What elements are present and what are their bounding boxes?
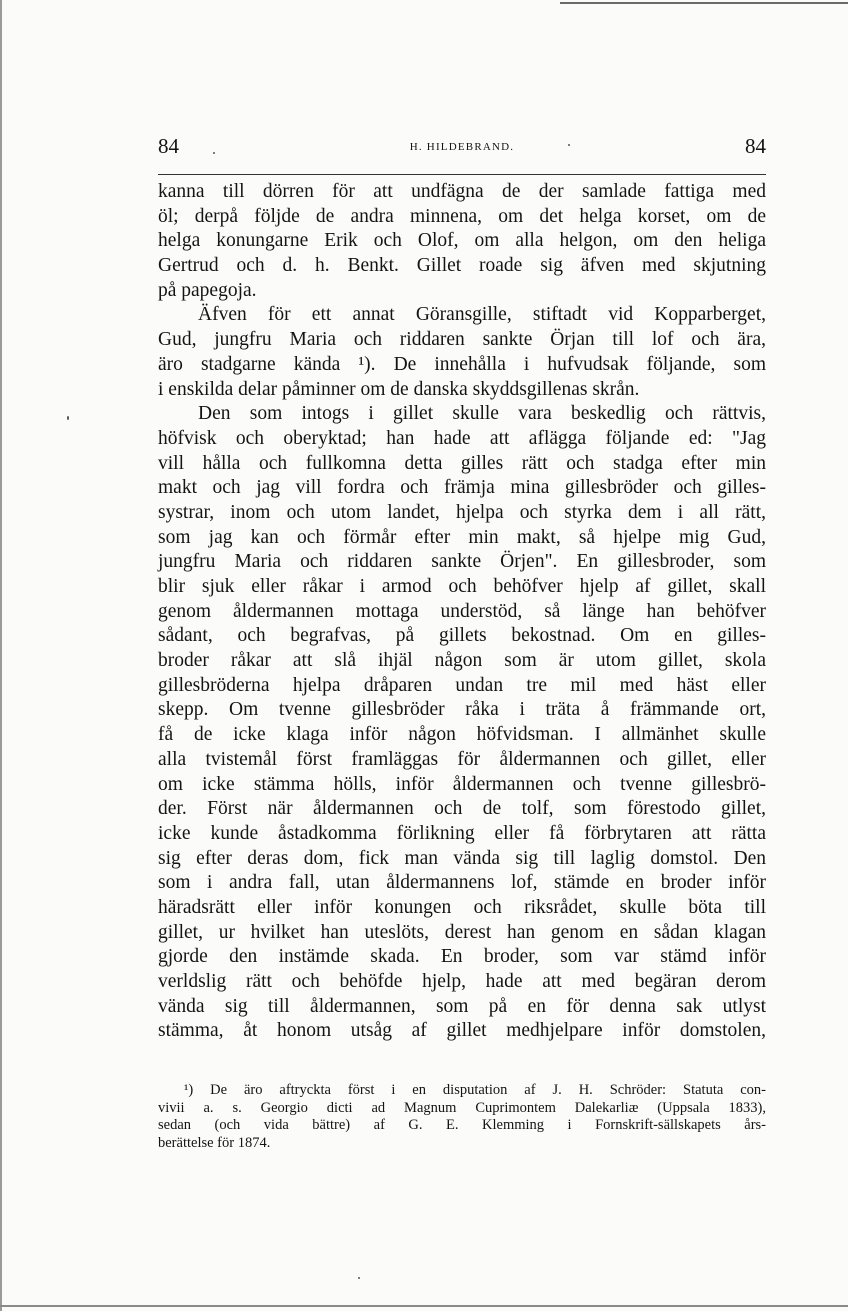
text-line: som i andra fall, utan åldermannens lof, stämde en broder inför: [158, 872, 766, 894]
text-line: vill hålla och fullkomna detta gilles rätt och stadga efter min: [158, 452, 766, 474]
text-line: på papegoja.: [158, 279, 257, 301]
text-line: der. Först när åldermannen och de tolf, som förestodo gillet,: [158, 798, 766, 820]
text-line: genom åldermannen mottaga understöd, så länge han behöfver: [158, 600, 766, 622]
page-edge-left: [0, 0, 2, 1311]
text-line: makt och jag vill fordra och främja mina gillesbröder och gilles-: [158, 477, 766, 499]
footnote-line: ¹) De äro aftryckta först i en disputation af J. H. Schröder: Statuta con-: [184, 1082, 766, 1098]
body-text: [158, 180, 766, 1044]
text-line: om icke stämma hölls, inför åldermannen och tvenne gillesbrö-: [158, 773, 766, 795]
page-edge-bottom: [0, 1305, 848, 1307]
text-line: gillesbröderna hjelpa dråparen undan tre mil med häst eller: [158, 674, 766, 696]
text-line: Gud, jungfru Maria och riddaren sankte Örjan till lof och ära,: [158, 329, 766, 351]
footnote-line: sedan (och vida bättre) af G. E. Klemming i Fornskrift-sällskapets års-: [158, 1117, 766, 1133]
text-line: som jag kan och förmår efter min makt, så hjelpe mig Gud,: [158, 526, 766, 548]
text-line: icke kunde åstadkomma förlikning eller få förbrytaren att rätta: [158, 822, 766, 844]
text-line: Gertrud och d. h. Benkt. Gillet roade sig äfven med skjutning: [158, 255, 766, 277]
text-line: få de icke klaga inför någon höfvidsman. I allmänhet skulle: [158, 724, 766, 746]
text-line: verldslig rätt och behöfde hjelp, hade att med begäran derom: [158, 971, 766, 992]
running-title: H. HILDEBRAND.: [409, 141, 515, 153]
text-line: jungfru Maria och riddaren sankte Örjen". En gillesbroder, som: [158, 551, 766, 573]
text-line: helga konungarne Erik och Olof, om alla helgon, om den heliga: [158, 230, 766, 252]
text-line: sig efter deras dom, fick man vända sig till laglig domstol. Den: [158, 847, 766, 869]
text-line: gillet, ur hvilket han uteslöts, derest han genom en sådan klagan: [158, 921, 766, 943]
footnote-line: berättelse för 1874.: [158, 1134, 271, 1151]
speck-mark: [358, 1277, 360, 1279]
page-number-left: 84: [158, 134, 179, 158]
text-line: stämma, åt honom utsåg af gillet medhjelpare inför domstolen,: [158, 1020, 766, 1042]
footnote-line: vivii a. s. Georgio dicti ad Magnum Cuprimontem Dalekarliæ (Uppsala 1833),: [158, 1099, 766, 1116]
text-line: blir sjuk eller råkar i armod och behöfver hjelp af gillet, skall: [158, 576, 766, 597]
speck-mark: [568, 144, 570, 146]
text-line: alla tvistemål först framläggas för åldermannen och gillet, eller: [158, 748, 766, 770]
text-line: gjorde den instämde skada. En broder, som var stämd inför: [158, 946, 766, 968]
header-rule: [158, 174, 766, 175]
text-line: äro stadgarne kända ¹). De innehålla i hufvudsak följande, som: [158, 353, 766, 375]
page-number-right: 84: [745, 134, 766, 158]
speck-mark: [67, 416, 69, 420]
text-line: Äfven för ett annat Göransgille, stiftadt vid Kopparberget,: [198, 304, 766, 326]
text-line: vända sig till åldermannen, som på en för denna sak utlyst: [158, 995, 766, 1017]
footnote: [158, 1082, 766, 1152]
scan-edge-top: [560, 2, 848, 4]
text-line: Den som intogs i gillet skulle vara beskedlig och rättvis,: [198, 403, 766, 425]
text-line: i enskilda delar påminner om de danska skyddsgillenas skrån.: [158, 378, 640, 400]
text-line: öl; derpå följde de andra minnena, om det helga korset, om de: [158, 205, 766, 227]
text-line: höfvisk och oberyktad; han hade att aflägga följande ed: "Jag: [158, 427, 766, 449]
text-line: sådant, och begrafvas, på gillets bekostnad. Om en gilles-: [158, 625, 766, 647]
text-line: häradsrätt eller inför konungen och riksrådet, skulle böta till: [158, 896, 766, 918]
text-line: broder råkar att slå ihjäl någon som är utom gillet, skola: [158, 650, 766, 672]
page-header: [158, 134, 766, 162]
text-line: systrar, inom och utom landet, hjelpa och styrka dem i all rätt,: [158, 501, 766, 523]
text-line: skepp. Om tvenne gillesbröder råka i träta å främmande ort,: [158, 699, 766, 721]
text-line: kanna till dörren för att undfägna de der samlade fattiga med: [158, 181, 766, 202]
speck-mark: [213, 152, 215, 154]
